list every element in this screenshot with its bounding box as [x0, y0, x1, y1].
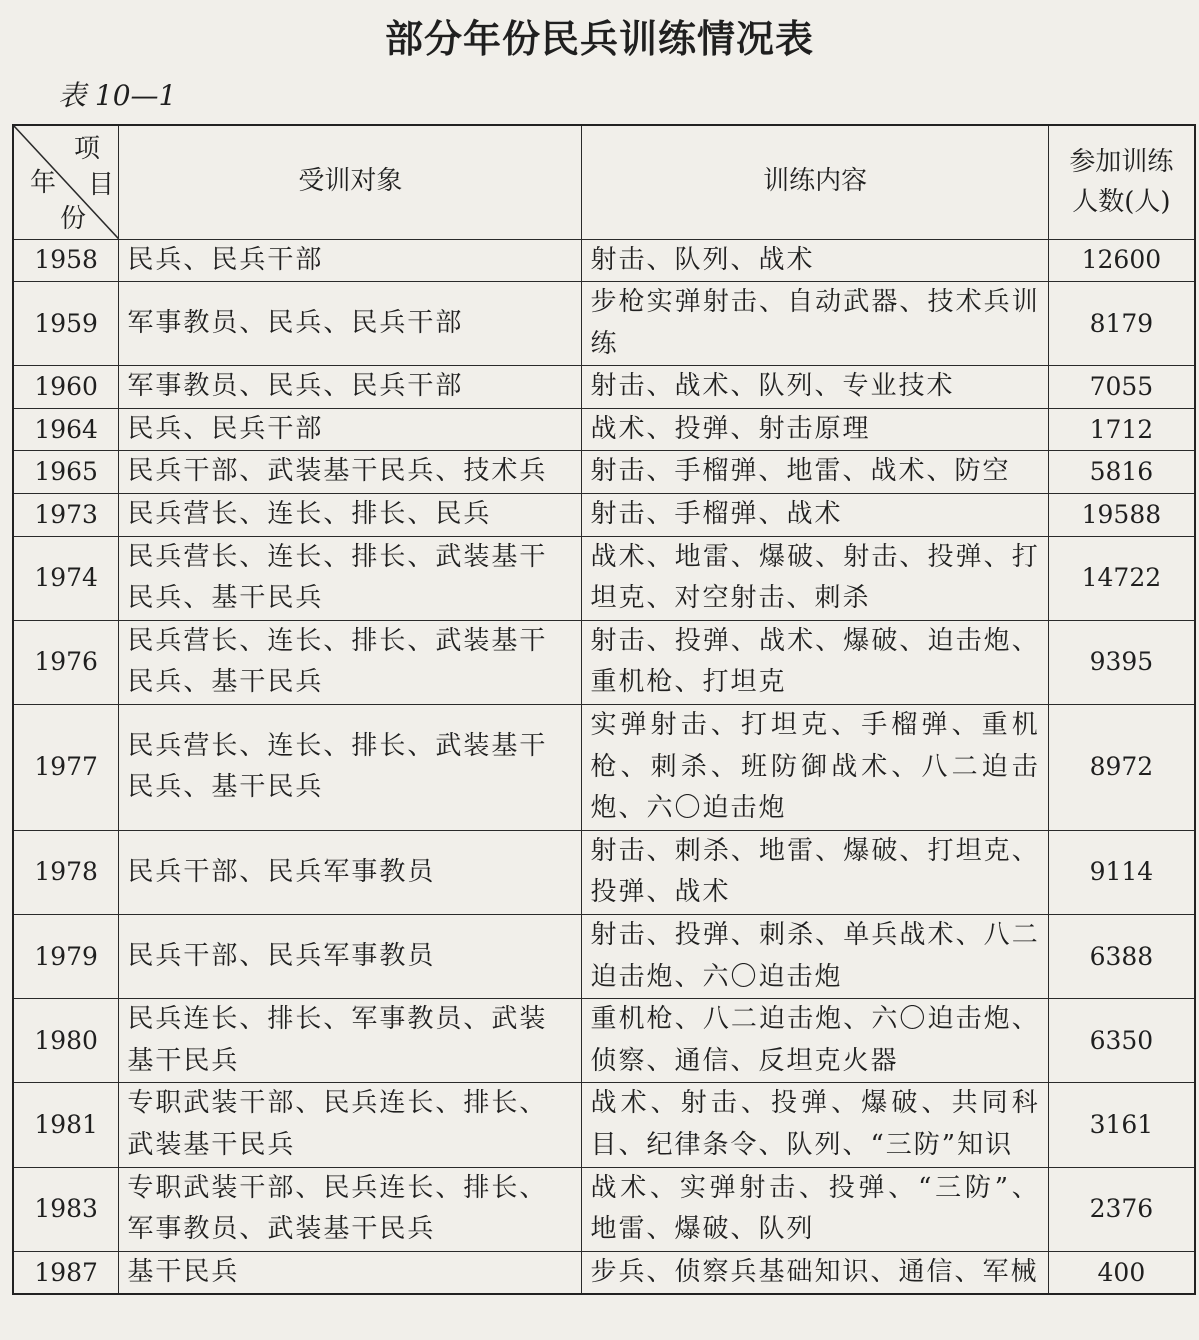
training-content-cell: 战术、实弹射击、投弹、“三防”、地雷、爆破、队列 [582, 1167, 1048, 1251]
header-count: 参加训练人数(人) [1048, 125, 1195, 239]
year-cell: 1964 [13, 408, 119, 451]
trainee-cell: 民兵营长、连长、排长、武装基干民兵、基干民兵 [119, 705, 582, 831]
participant-count-cell: 2376 [1048, 1167, 1195, 1251]
training-content-cell: 步枪实弹射击、自动武器、技术兵训练 [582, 282, 1048, 366]
training-content-cell: 射击、队列、战术 [582, 239, 1048, 282]
trainee-cell: 民兵、民兵干部 [119, 239, 582, 282]
year-cell: 1980 [13, 999, 119, 1083]
trainee-cell: 民兵干部、民兵军事教员 [119, 830, 582, 914]
table-row [13, 366, 1195, 409]
trainee-cell: 民兵连长、排长、军事教员、武装基干民兵 [119, 999, 582, 1083]
table-row [13, 1083, 1195, 1167]
training-content-cell: 实弹射击、打坦克、手榴弹、重机枪、刺杀、班防御战术、八二迫击炮、六〇迫击炮 [582, 705, 1048, 831]
trainee-cell: 民兵干部、武装基干民兵、技术兵 [119, 451, 582, 494]
participant-count-cell: 9114 [1048, 830, 1195, 914]
year-cell: 1960 [13, 366, 119, 409]
year-cell: 1987 [13, 1251, 119, 1294]
participant-count-cell: 7055 [1048, 366, 1195, 409]
year-cell: 1958 [13, 239, 119, 282]
year-cell: 1959 [13, 282, 119, 366]
trainee-cell: 军事教员、民兵、民兵干部 [119, 282, 582, 366]
table-row [13, 705, 1195, 831]
table-row [13, 1167, 1195, 1251]
trainee-cell: 专职武装干部、民兵连长、排长、武装基干民兵 [119, 1083, 582, 1167]
header-item-char-1: 项 [74, 134, 101, 164]
table-row [13, 620, 1195, 704]
header-year-char-2: 份 [60, 204, 87, 234]
training-content-cell: 射击、投弹、刺杀、单兵战术、八二迫击炮、六〇迫击炮 [582, 915, 1048, 999]
table-row [13, 536, 1195, 620]
table-header-row [13, 125, 1195, 239]
training-content-cell: 射击、手榴弹、地雷、战术、防空 [582, 451, 1048, 494]
header-target: 受训对象 [119, 125, 582, 239]
participant-count-cell: 1712 [1048, 408, 1195, 451]
participant-count-cell: 400 [1048, 1251, 1195, 1294]
training-content-cell: 战术、投弹、射击原理 [582, 408, 1048, 451]
diagonal-header-cell [13, 125, 119, 239]
trainee-cell: 基干民兵 [119, 1251, 582, 1294]
training-content-cell: 重机枪、八二迫击炮、六〇迫击炮、侦察、通信、反坦克火器 [582, 999, 1048, 1083]
table-row [13, 239, 1195, 282]
table-row [13, 494, 1195, 537]
table-body [13, 239, 1195, 1294]
training-content-cell: 战术、射击、投弹、爆破、共同科目、纪律条令、队列、“三防”知识 [582, 1083, 1048, 1167]
training-content-cell: 射击、手榴弹、战术 [582, 494, 1048, 537]
table-number-label: 表 10—1 [58, 79, 177, 112]
trainee-cell: 民兵干部、民兵军事教员 [119, 915, 582, 999]
participant-count-cell: 12600 [1048, 239, 1195, 282]
table-row [13, 999, 1195, 1083]
year-cell: 1979 [13, 915, 119, 999]
year-cell: 1973 [13, 494, 119, 537]
year-cell: 1976 [13, 620, 119, 704]
participant-count-cell: 19588 [1048, 494, 1195, 537]
table-row [13, 915, 1195, 999]
training-content-cell: 射击、刺杀、地雷、爆破、打坦克、投弹、战术 [582, 830, 1048, 914]
table-row [13, 1251, 1195, 1294]
trainee-cell: 民兵营长、连长、排长、武装基干民兵、基干民兵 [119, 620, 582, 704]
militia-training-table [12, 124, 1196, 1295]
participant-count-cell: 8972 [1048, 705, 1195, 831]
trainee-cell: 民兵营长、连长、排长、武装基干民兵、基干民兵 [119, 536, 582, 620]
year-cell: 1977 [13, 705, 119, 831]
table-row [13, 830, 1195, 914]
year-cell: 1974 [13, 536, 119, 620]
trainee-cell: 专职武装干部、民兵连长、排长、军事教员、武装基干民兵 [119, 1167, 582, 1251]
header-item-char-2: 目 [88, 170, 115, 200]
training-content-cell: 射击、战术、队列、专业技术 [582, 366, 1048, 409]
participant-count-cell: 5816 [1048, 451, 1195, 494]
year-cell: 1965 [13, 451, 119, 494]
participant-count-cell: 6350 [1048, 999, 1195, 1083]
training-content-cell: 射击、投弹、战术、爆破、迫击炮、重机枪、打坦克 [582, 620, 1048, 704]
training-content-cell: 战术、地雷、爆破、射击、投弹、打坦克、对空射击、刺杀 [582, 536, 1048, 620]
participant-count-cell: 6388 [1048, 915, 1195, 999]
table-row [13, 408, 1195, 451]
table-row [13, 451, 1195, 494]
participant-count-cell: 3161 [1048, 1083, 1195, 1167]
table-row [13, 282, 1195, 366]
participant-count-cell: 8179 [1048, 282, 1195, 366]
participant-count-cell: 14722 [1048, 536, 1195, 620]
trainee-cell: 民兵营长、连长、排长、民兵 [119, 494, 582, 537]
header-year-char-1: 年 [30, 168, 57, 198]
page-title: 部分年份民兵训练情况表 [384, 17, 814, 61]
trainee-cell: 民兵、民兵干部 [119, 408, 582, 451]
training-content-cell: 步兵、侦察兵基础知识、通信、军械 [582, 1251, 1048, 1294]
header-content: 训练内容 [582, 125, 1048, 239]
trainee-cell: 军事教员、民兵、民兵干部 [119, 366, 582, 409]
year-cell: 1981 [13, 1083, 119, 1167]
participant-count-cell: 9395 [1048, 620, 1195, 704]
year-cell: 1983 [13, 1167, 119, 1251]
year-cell: 1978 [13, 830, 119, 914]
